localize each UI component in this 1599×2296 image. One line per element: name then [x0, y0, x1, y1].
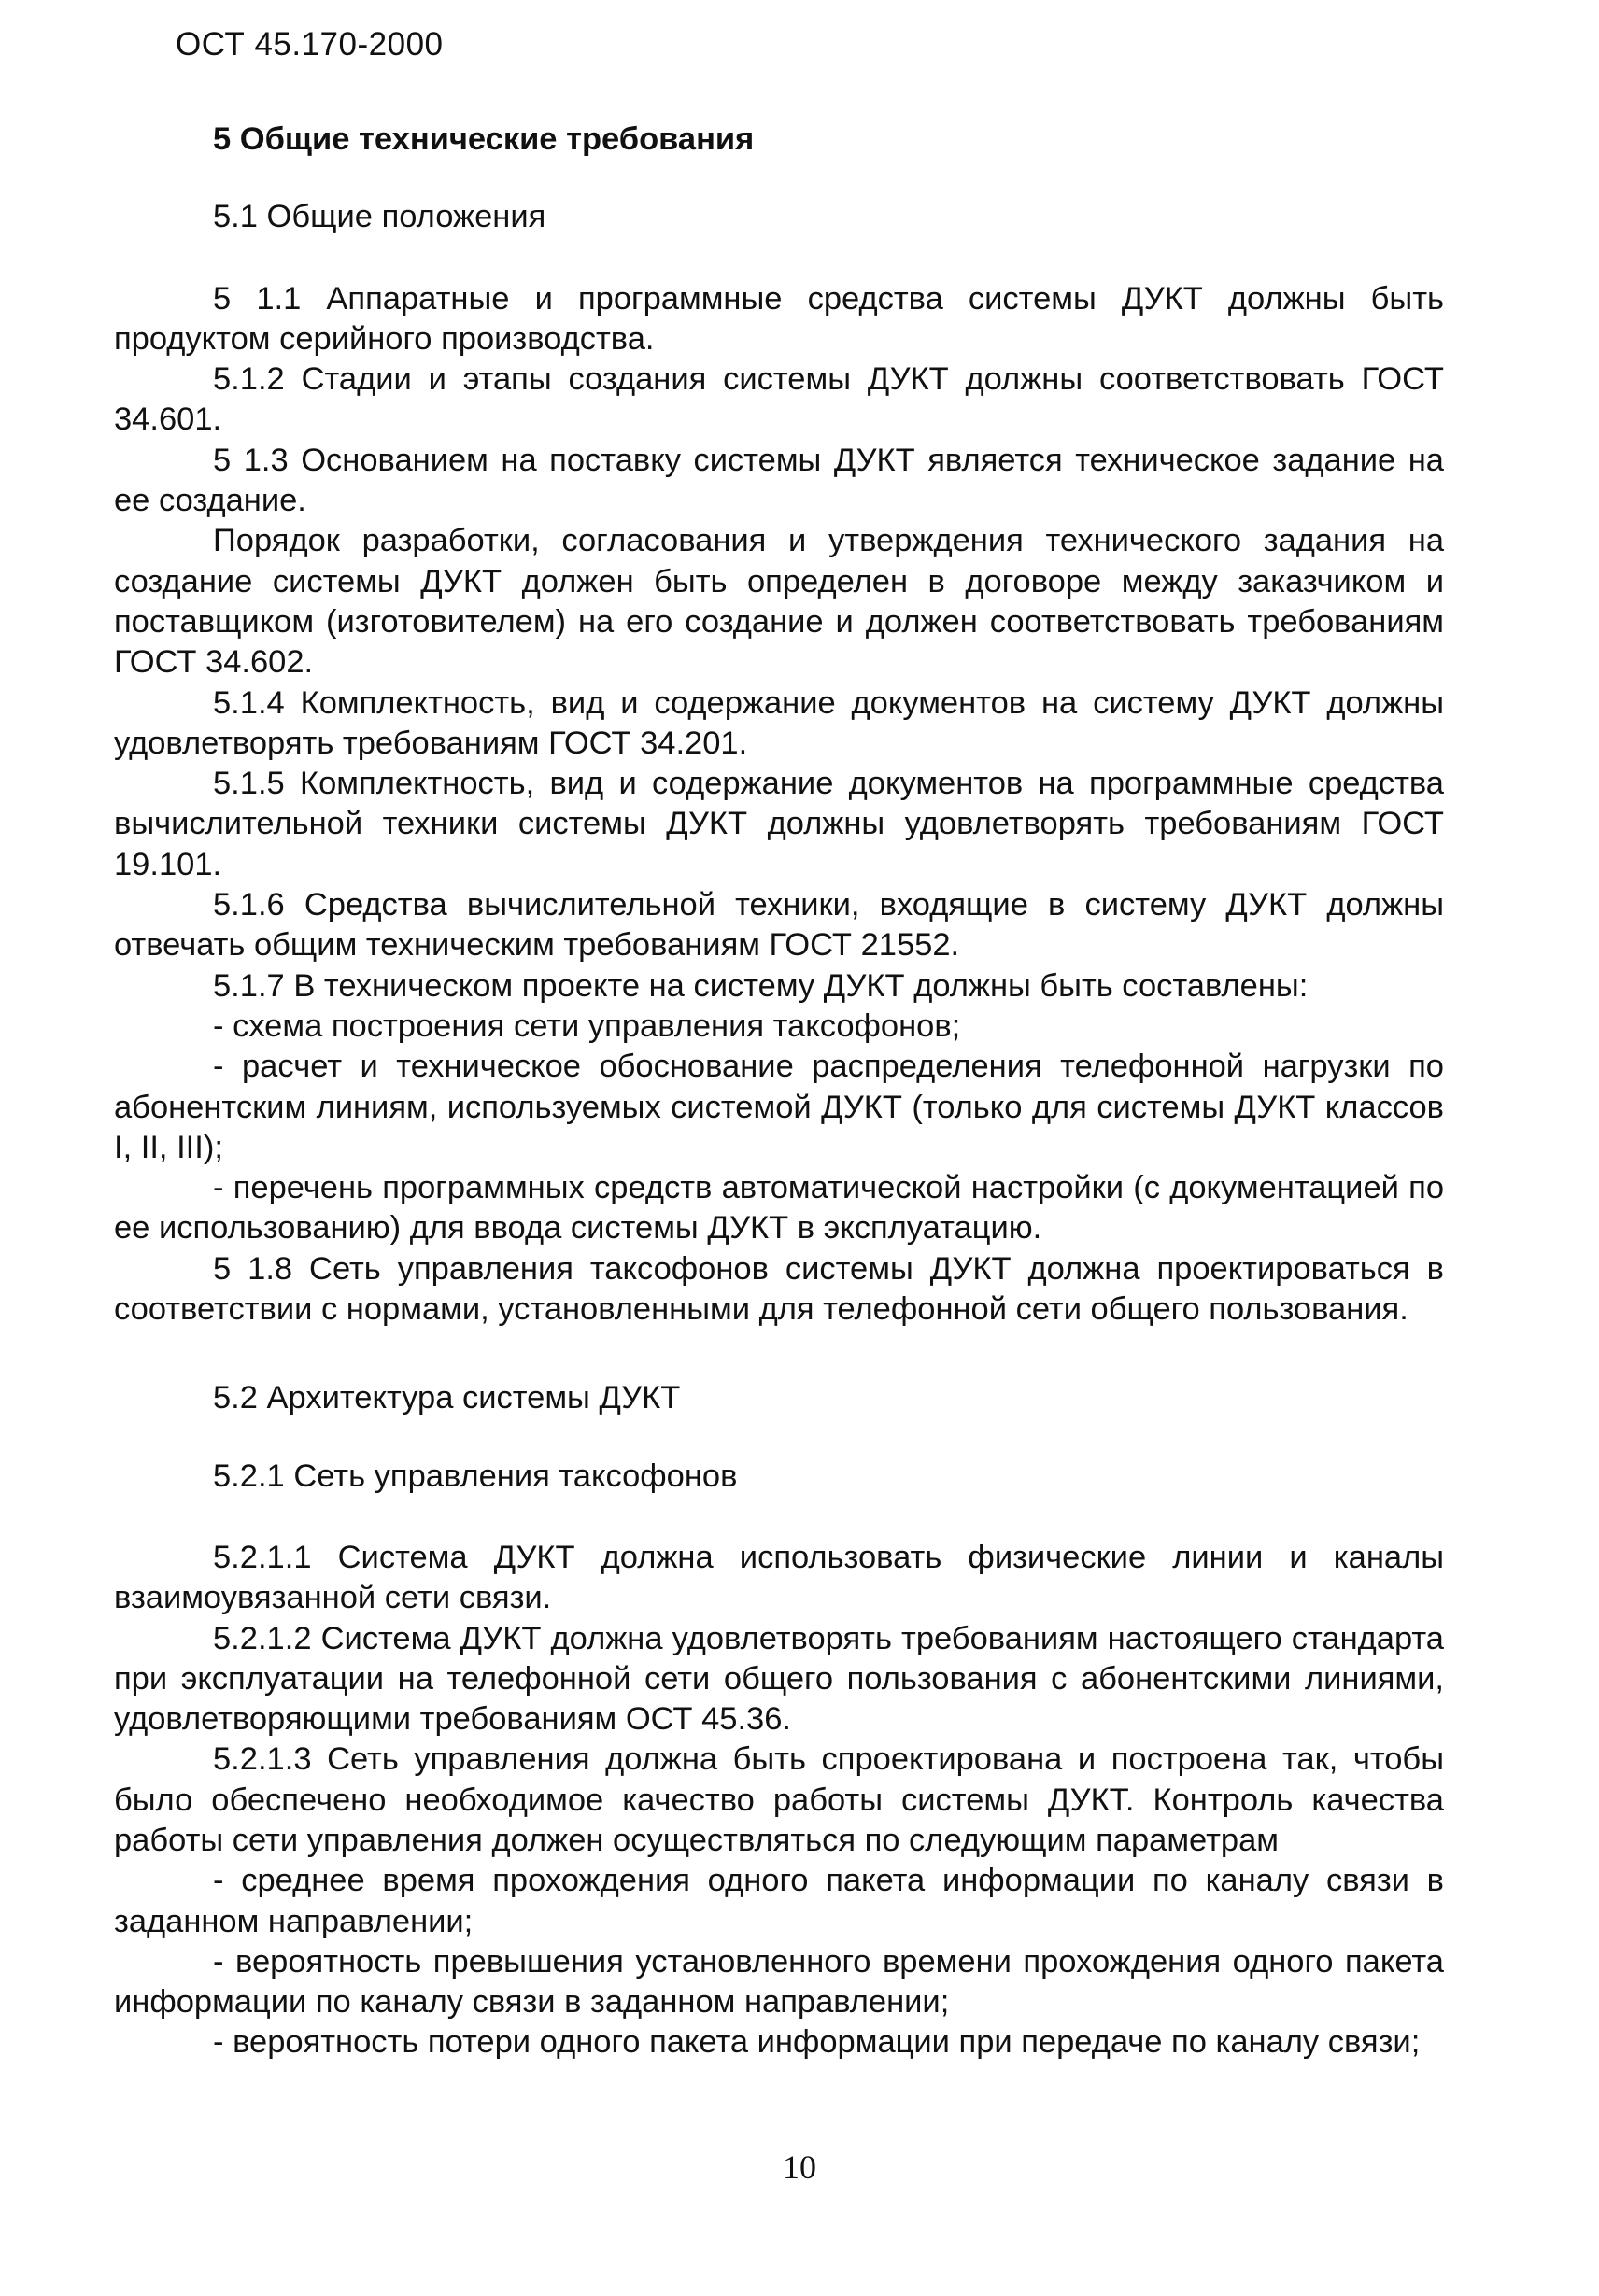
page-number: 10 [783, 2148, 816, 2186]
paragraph-5-1-5: 5.1.5 Комплектность, вид и содержание документов на программные средства вычислительной техники системы ДУКТ должны удовлетворять требованиям ГОСТ 19.101. [114, 766, 1444, 882]
document-body [114, 118, 1444, 2064]
paragraph-5-2-1-3: 5.2.1.3 Сеть управления должна быть спроектирована и построена так, чтобы было обеспечено необходимое качество работы системы ДУКТ. Контроль качества работы сети управления должен осуществляться по следующим параметрам [114, 1741, 1444, 1858]
list-item-exceed-probability: - вероятность превышения установленного времени прохождения одного пакета информации по каналу связи в заданном направлении; [114, 1943, 1444, 2021]
paragraph-5-1-2: 5.1.2 Стадии и этапы создания системы ДУКТ должны соответствовать ГОСТ 34.601. [114, 361, 1444, 438]
section-title: 5 Общие технические требования [213, 121, 755, 157]
paragraph-5-2-1-2: 5.2.1.2 Система ДУКТ должна удовлетворять требованиям настоящего стандарта при эксплуатации на телефонной сети общего пользования с абонентскими линиями, удовлетворяющими требованиям ОСТ 45.36. [114, 1620, 1444, 1738]
list-item-calculation: - расчет и техническое обоснование распределения телефонной нагрузки по абонентским линиям, используемых системой ДУКТ (только для системы ДУКТ классов I, II, III); [114, 1049, 1444, 1165]
list-item-software-list: - перечень программных средств автоматической настройки (с документацией по ее использованию) для ввода системы ДУКТ в эксплуатацию. [114, 1170, 1444, 1247]
subsection-title-5-2: 5.2 Архитектура системы ДУКТ [213, 1380, 681, 1416]
paragraph-5-1-6: 5.1.6 Средства вычислительной техники, входящие в систему ДУКТ должны отвечать общим техническим требованиям ГОСТ 21552. [114, 887, 1444, 964]
paragraph-5-1-7: 5.1.7 В техническом проекте на систему ДУКТ должны быть составлены: [213, 967, 1309, 1004]
paragraph-5-1-1: 5 1.1 Аппаратные и программные средства системы ДУКТ должны быть продуктом серийного производства. [114, 280, 1444, 357]
document-code: ОСТ 45.170-2000 [176, 26, 444, 63]
list-item-scheme: - схема построения сети управления таксофонов; [213, 1007, 961, 1044]
paragraph-order: Порядок разработки, согласования и утверждения технического задания на создание системы ДУКТ должен быть определен в договоре между заказчиком и поставщиком (изготовителем) на его создание и должен соответствовать требованиям ГОСТ 34.602. [114, 523, 1444, 681]
paragraph-5-1-8: 5 1.8 Сеть управления таксофонов системы ДУКТ должна проектироваться в соответствии с нормами, установленными для телефонной сети общего пользования. [114, 1250, 1444, 1328]
list-item-average-time: - среднее время прохождения одного пакета информации по каналу связи в заданном направлении; [114, 1863, 1444, 1939]
paragraph-5-2-1-1: 5.2.1.1 Система ДУКТ должна использовать физические линии и каналы взаимоувязанной сети связи. [114, 1539, 1444, 1616]
subsection-title-5-1: 5.1 Общие положения [213, 199, 546, 235]
list-item-loss-probability: - вероятность потери одного пакета информации при передаче по каналу связи; [213, 2024, 1421, 2061]
paragraph-5-1-3: 5 1.3 Основанием на поставку системы ДУКТ является техническое задание на ее создание. [114, 442, 1444, 519]
paragraph-5-1-4: 5.1.4 Комплектность, вид и содержание документов на систему ДУКТ должны удовлетворять требованиям ГОСТ 34.201. [114, 684, 1444, 761]
subsection-title-5-2-1: 5.2.1 Сеть управления таксофонов [213, 1458, 738, 1494]
